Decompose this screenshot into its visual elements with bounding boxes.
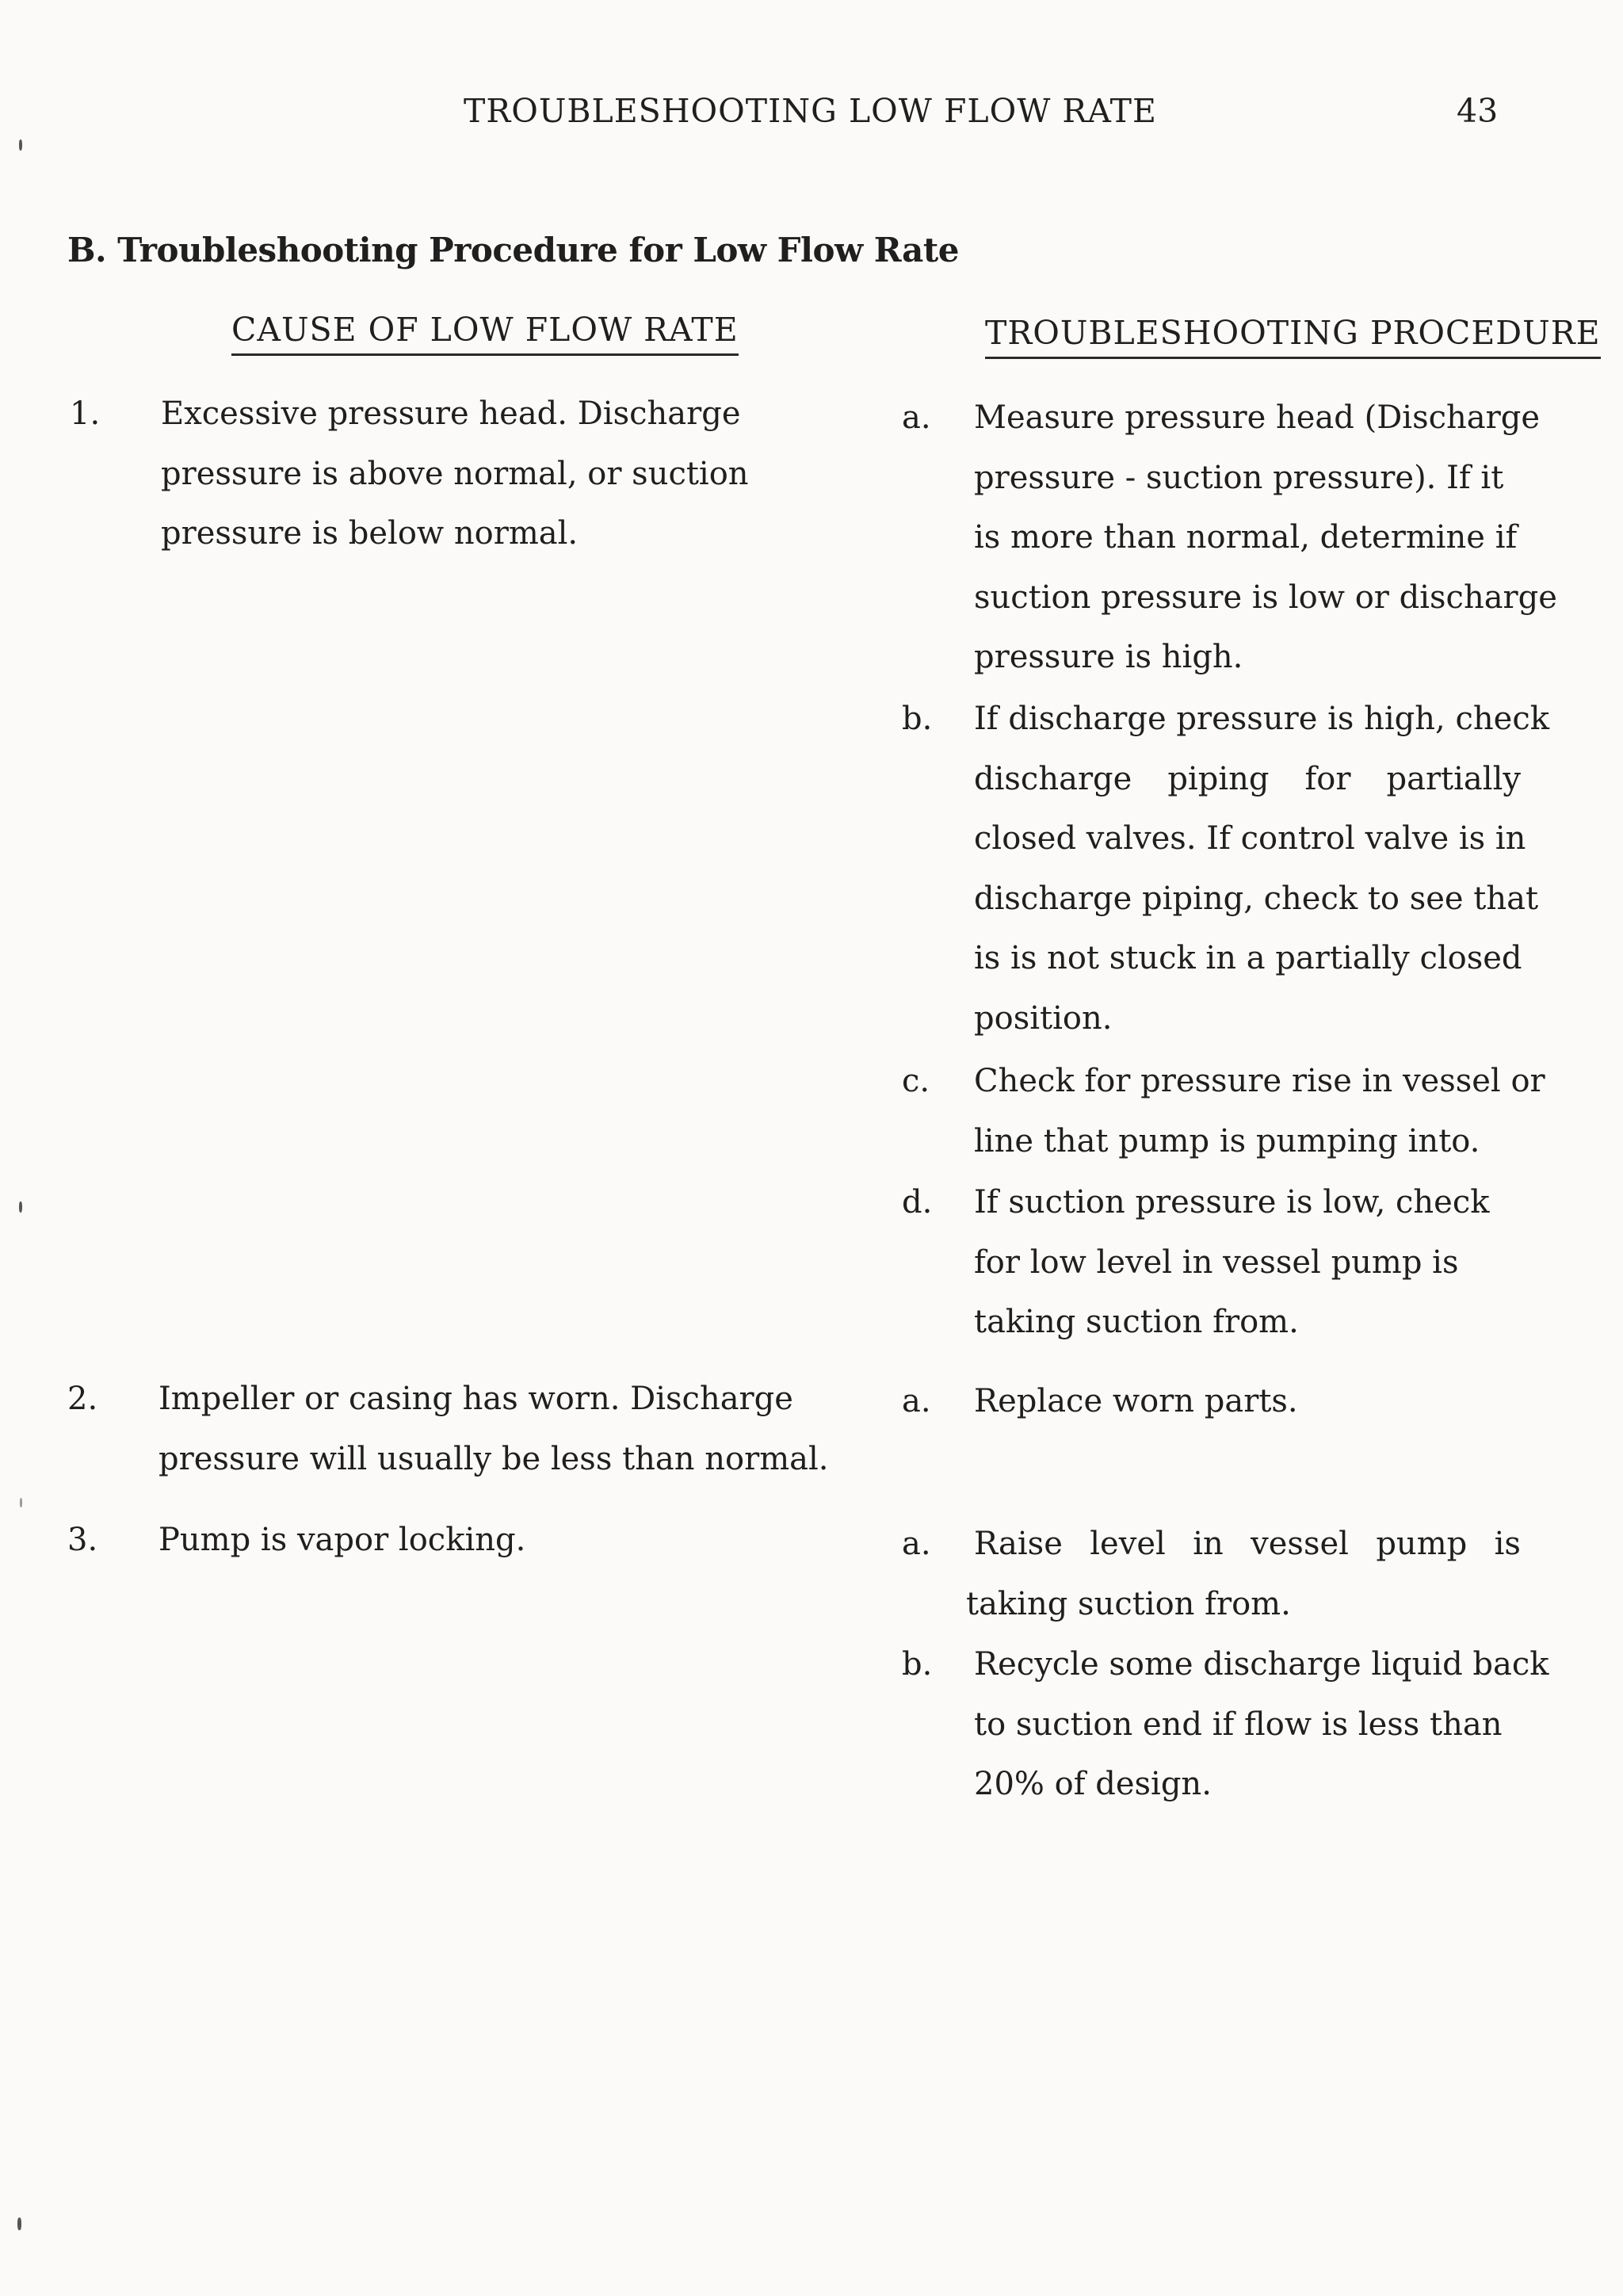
procedure-line: suction pressure is low or discharge — [974, 579, 1557, 616]
procedure-line: Replace worn parts. — [974, 1383, 1298, 1419]
section-heading — [67, 231, 959, 269]
procedure-line: taking suction from. — [966, 1585, 1291, 1622]
running-head: TROUBLESHOOTING LOW FLOW RATE — [464, 92, 1157, 130]
cause-line: Excessive pressure head. Discharge — [161, 395, 741, 432]
procedure-word: level — [1090, 1526, 1166, 1562]
procedure-letter: a. — [902, 399, 931, 436]
procedure-word: discharge — [974, 760, 1132, 797]
cause-number: 1. — [70, 395, 101, 432]
procedure-line: pressure is high. — [974, 639, 1243, 675]
procedure-line: pressure - suction pressure). If it — [974, 459, 1504, 496]
scan-speck — [19, 1201, 22, 1213]
procedure-line: position. — [974, 999, 1113, 1037]
cause-text — [158, 1511, 832, 1571]
procedure-text — [974, 1635, 1549, 1815]
procedure-line — [974, 750, 1521, 810]
procedure-text — [974, 1052, 1545, 1171]
procedure-word: pump — [1376, 1526, 1468, 1562]
procedure-word: vessel — [1251, 1526, 1349, 1562]
page-number: 43 — [1457, 92, 1499, 130]
cause-line: pressure will usually be less than normal. — [158, 1440, 829, 1477]
cause-text — [161, 384, 834, 564]
procedure-word: in — [1193, 1526, 1224, 1562]
procedure-word: partially — [1386, 760, 1521, 797]
procedure-line: is more than normal, determine if — [974, 519, 1518, 556]
procedure-letter: c. — [902, 1063, 930, 1099]
procedure-word: is — [1494, 1526, 1521, 1562]
procedure-text — [966, 1515, 1521, 1634]
cause-line: pressure is below normal. — [161, 515, 579, 552]
procedure-text — [974, 388, 1557, 688]
cause-number: 2. — [67, 1381, 98, 1417]
cause-text — [158, 1370, 832, 1489]
procedure-line: closed valves. If control valve is in — [974, 820, 1526, 857]
cause-line: Impeller or casing has worn. Discharge — [158, 1381, 793, 1417]
procedure-letter: b. — [902, 701, 933, 737]
procedure-letter: a. — [902, 1383, 931, 1419]
section-title: Troubleshooting Procedure for Low Flow Rate — [117, 231, 959, 269]
procedure-line: to suction end if flow is less than — [974, 1706, 1503, 1743]
procedure-word: Raise — [974, 1526, 1063, 1562]
procedure-text — [974, 1173, 1521, 1353]
cause-number: 3. — [67, 1522, 98, 1558]
procedure-line: Measure pressure head (Discharge — [974, 399, 1541, 436]
procedure-line: discharge piping, check to see that — [974, 880, 1539, 917]
cause-line: Pump is vapor locking. — [158, 1522, 526, 1558]
procedure-line: If suction pressure is low, check — [974, 1184, 1490, 1221]
procedure-letter: b. — [902, 1646, 933, 1683]
procedure-line: line that pump is pumping into. — [974, 1122, 1480, 1159]
procedure-text — [974, 1372, 1521, 1432]
procedure-word: for — [1304, 760, 1351, 797]
procedure-line — [974, 1515, 1521, 1575]
procedure-letter: d. — [902, 1184, 933, 1221]
cause-line: pressure is above normal, or suction — [161, 455, 749, 492]
procedure-text — [974, 690, 1549, 1049]
scan-speck — [20, 1498, 22, 1507]
column-header-cause: CAUSE OF LOW FLOW RATE — [231, 311, 739, 356]
procedure-line: taking suction from. — [974, 1304, 1299, 1340]
procedure-word: piping — [1167, 760, 1270, 797]
procedure-line: is is not stuck in a partially closed — [974, 940, 1522, 976]
procedure-letter: a. — [902, 1526, 931, 1562]
procedure-line: Check for pressure rise in vessel or — [974, 1063, 1545, 1099]
section-label: B. — [67, 231, 107, 269]
procedure-line: If discharge pressure is high, check — [974, 701, 1549, 737]
column-header-procedure: TROUBLESHOOTING PROCEDURE — [985, 314, 1601, 359]
scan-speck — [19, 139, 22, 151]
procedure-line: Recycle some discharge liquid back — [974, 1646, 1549, 1683]
scan-speck — [17, 2218, 21, 2230]
procedure-line: 20% of design. — [974, 1766, 1212, 1802]
procedure-line: for low level in vessel pump is — [974, 1244, 1459, 1281]
